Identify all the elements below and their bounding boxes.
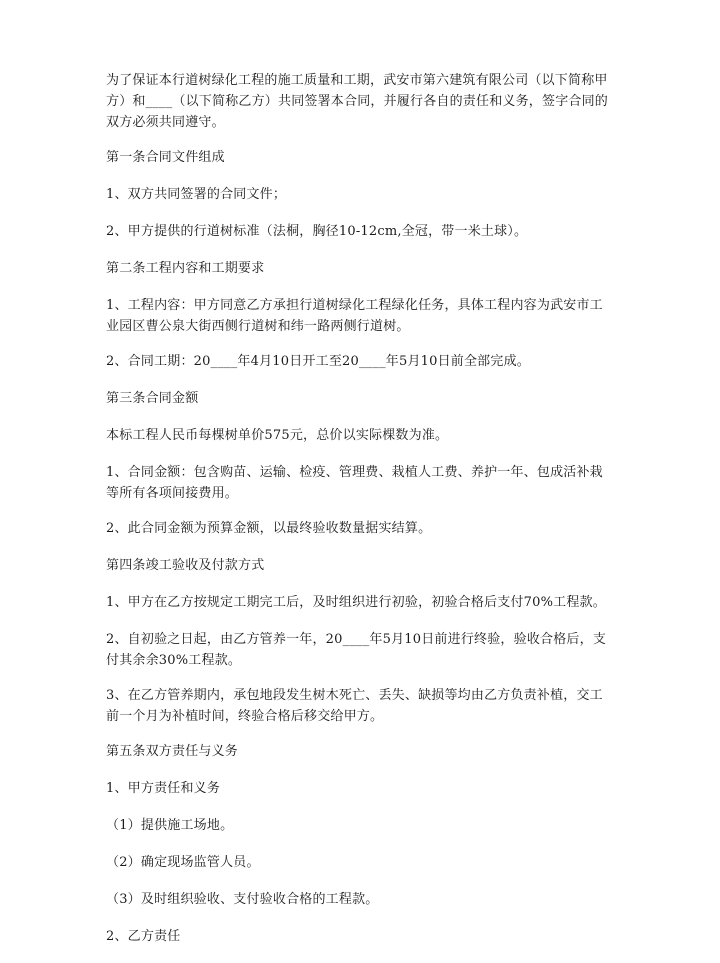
article-1-heading: 第一条合同文件组成 <box>106 150 225 165</box>
article-4-item-3: 3、在乙方管养期内，承包地段发生树木死亡、丢失、缺损等均由乙方负责补植，交工前一个月为补植时间，终验合格后移交给甲方。 <box>106 688 603 724</box>
article-3-unit-price: 本标工程人民币每棵树单价575元，总价以实际棵数为准。 <box>106 428 449 443</box>
party-b-duties-heading: 2、乙方责任 <box>106 929 181 944</box>
article-1-item-2: 2、甲方提供的行道树标准（法桐，胸径10-12cm,全冠，带一米土球）。 <box>106 224 528 239</box>
article-3-heading: 第三条合同金额 <box>106 391 199 406</box>
article-3-item-2: 2、此合同金额为预算金额，以最终验收数量据实结算。 <box>106 521 432 536</box>
article-4-item-2: 2、自初验之日起，由乙方管养一年，20____年5月10日前进行终验，验收合格后，支付其余余30%工程款。 <box>106 632 607 668</box>
article-4-item-1: 1、甲方在乙方按规定工期完工后，及时组织进行初验，初验合格后支付70%工程款。 <box>106 595 606 610</box>
article-3-item-1: 1、合同金额：包含购苗、运输、检疫、管理费、栽植人工费、养护一年、包成活补栽等所有各项间接费用。 <box>106 465 603 501</box>
party-a-duty-1: （1）提供施工场地。 <box>106 818 234 833</box>
party-a-duty-2: （2）确定现场监管人员。 <box>106 855 260 870</box>
article-1-item-1: 1、双方共同签署的合同文件； <box>106 187 287 202</box>
article-2-heading: 第二条工程内容和工期要求 <box>106 261 265 276</box>
party-a-duties-heading: 1、甲方责任和义务 <box>106 781 221 796</box>
article-4-heading: 第四条竣工验收及付款方式 <box>106 558 265 573</box>
intro-paragraph: 为了保证本行道树绿化工程的施工质量和工期，武安市第六建筑有限公司（以下简称甲方）和____（以下简称乙方）共同签署本合同，并履行各自的责任和义务，签字合同的双方必须共同遵守。 <box>106 73 609 130</box>
article-2-item-1: 1、工程内容：甲方同意乙方承担行道树绿化工程绿化任务，具体工程内容为武安市工业园区曹公泉大街西侧行道树和纬一路两侧行道树。 <box>106 298 603 334</box>
article-5-heading: 第五条双方责任与义务 <box>106 744 239 759</box>
document-body <box>106 70 614 963</box>
article-2-item-2: 2、合同工期：20____年4月10日开工至20____年5月10日前全部完成。 <box>106 354 530 369</box>
party-a-duty-3: （3）及时组织验收、支付验收合格的工程款。 <box>106 892 379 907</box>
